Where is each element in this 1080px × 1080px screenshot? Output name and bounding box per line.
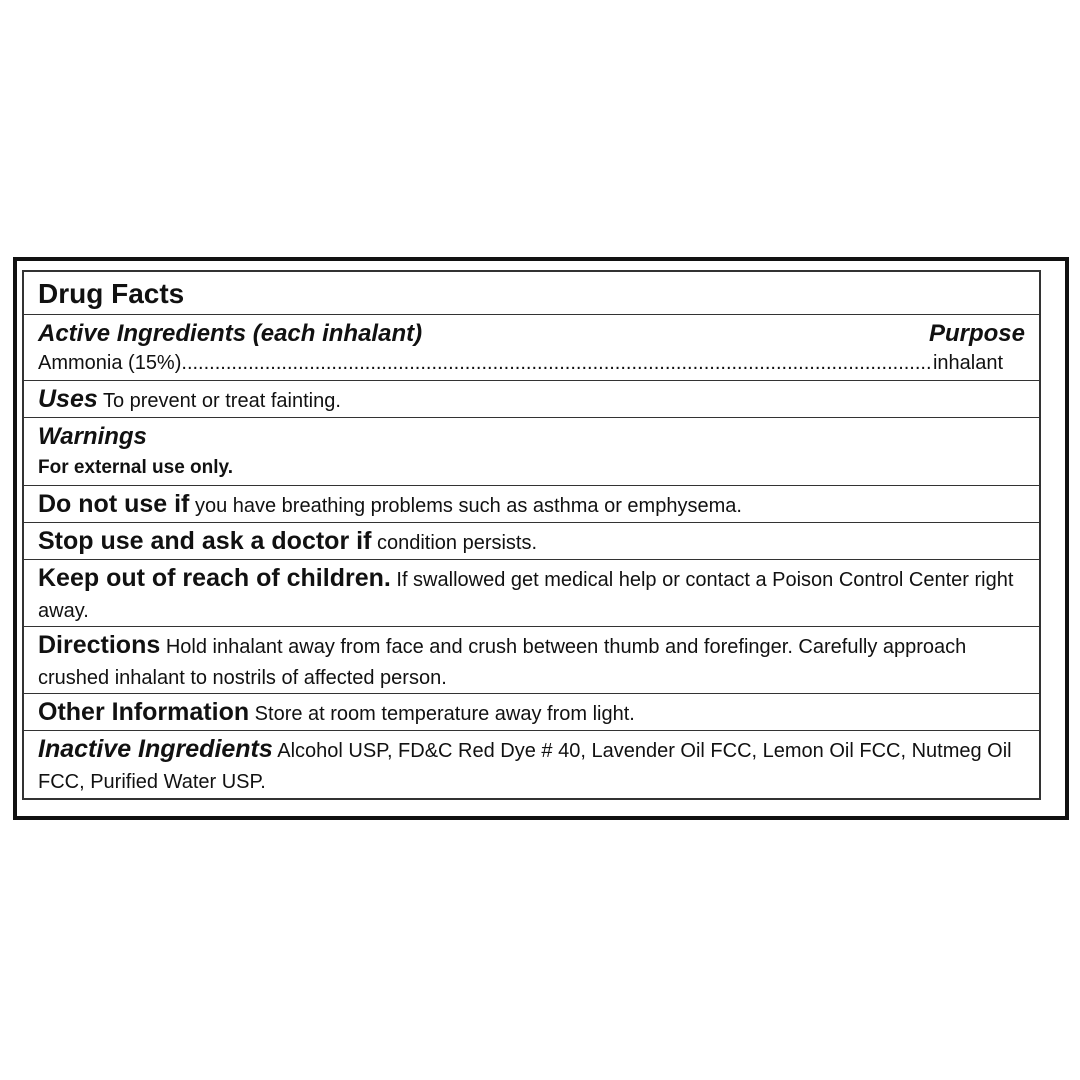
do-not-use-heading: Do not use if: [38, 490, 190, 518]
stop-use-heading: Stop use and ask a doctor if: [38, 527, 372, 555]
keep-out-text: If swallowed get medical help or contact a Poison Control Center right away.: [38, 569, 1014, 622]
active-ingredient-name: Ammonia (15%): [38, 352, 182, 374]
inactive-ingredients-section: [24, 731, 1039, 798]
keep-out-section: [24, 560, 1039, 627]
directions-text: Hold inhalant away from face and crush between thumb and forefinger. Carefully approach crushed inhalant to nostrils of affected person.: [38, 636, 967, 689]
warnings-subheading: For external use only.: [38, 457, 233, 478]
inactive-ingredients-heading: Inactive Ingredients: [38, 735, 273, 763]
do-not-use-section: [24, 486, 1039, 523]
keep-out-heading: Keep out of reach of children.: [38, 564, 391, 592]
purpose-heading: Purpose: [928, 320, 1025, 347]
warnings-section: [24, 418, 1039, 486]
active-ingredients-section: [24, 315, 1039, 381]
title-section: [24, 272, 1039, 315]
active-ingredient-row: [38, 349, 1025, 377]
directions-heading: Directions: [38, 631, 161, 659]
other-information-section: [24, 694, 1039, 731]
active-ingredients-header: [38, 319, 1025, 349]
uses-text: To prevent or treat fainting.: [102, 390, 341, 412]
drug-facts-title: Drug Facts: [38, 278, 185, 309]
active-ingredients-heading: Active Ingredients (each inhalant): [38, 320, 423, 347]
other-information-text: Store at room temperature away from light.: [254, 703, 635, 725]
active-ingredient-purpose: inhalant: [932, 352, 1003, 374]
other-information-heading: Other Information: [38, 698, 250, 726]
stop-use-text: condition persists.: [376, 532, 538, 554]
directions-section: [24, 627, 1039, 694]
do-not-use-text: you have breathing problems such as asthma or emphysema.: [194, 495, 742, 517]
inactive-ingredients-text: Alcohol USP, FD&C Red Dye # 40, Lavender Oil FCC, Lemon Oil FCC, Nutmeg Oil FCC, Purified Water USP.: [38, 740, 1012, 793]
dot-leader: [181, 349, 933, 377]
drug-facts-label: [13, 257, 1069, 820]
drug-facts-panel: [22, 270, 1041, 800]
uses-section: [24, 381, 1039, 418]
warnings-heading: Warnings: [38, 423, 147, 450]
uses-heading: Uses: [38, 385, 98, 413]
stop-use-section: [24, 523, 1039, 560]
